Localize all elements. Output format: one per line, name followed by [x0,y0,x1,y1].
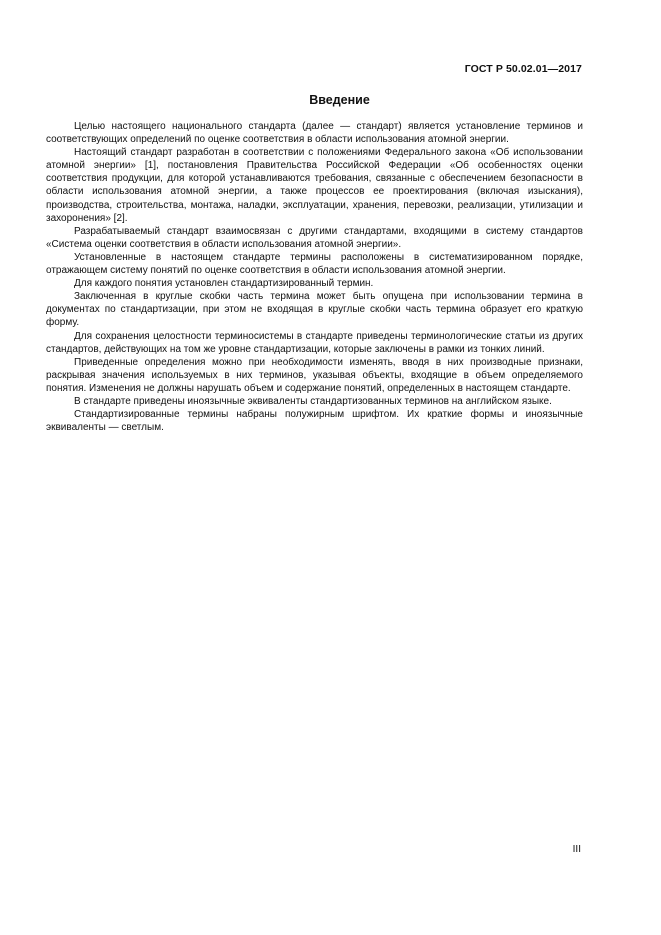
paragraph-term-order: Установленные в настоящем стандарте термины расположены в систематизированном порядке, отражающем систему понятий по оценке соответствия в области использования атомной энергии. [46,251,583,277]
document-code: ГОСТ Р 50.02.01—2017 [464,63,582,75]
paragraph-purpose: Целью настоящего национального стандарта (далее — стандарт) является установление терминов и соответствующих определений по оценке соответствия в области использования атомной энергии. [46,121,583,146]
paragraph-foreign-equivalents: В стандарте приведены иноязычные эквиваленты стандартизованных терминов на английском языке. [74,395,552,407]
paragraph-integrity: Для сохранения целостности терминосистемы в стандарте приведены терминологические статьи из других стандартов, действующих на том же уровне стандартизации, которые заключены в рамки из тонких линий. [46,330,583,355]
paragraph-typography: Стандартизированные термины набраны полужирным шрифтом. Их краткие формы и иноязычные эквиваленты — светлым. [46,409,583,434]
paragraph-brackets: Заключенная в круглые скобки часть термина может быть опущена при использовании термина в документах по стандартизации, при этом не входящая в круглые скобки часть термина образует его краткую форму. [46,291,583,329]
paragraph-related-standards: Разрабатываемый стандарт взаимосвязан с другими стандартами, входящими в систему стандартов «Система оценки соответствия в области использования атомной энергии». [46,225,583,250]
paragraph-legal-basis: Настоящий стандарт разработан в соответствии с положениями Федерального закона «Об использовании атомной энергии» [1], постановления Правительства Российской Федерации «Об особенностях оценки соответствия продукции, для которой устанавливаются требования, связанные с обеспечением безопасности в области использования атомной энергии, а также процессов ее проектирования (включая изыскания), производства, строительства, монтажа, наладки, эксплуатации, хранения, перевозки, реализации, утилизации и захоронения» [2]. [46,147,583,224]
page-number: III [572,844,581,855]
paragraph-definitions: Приведенные определения можно при необходимости изменять, вводя в них производные признаки, раскрывая значения используемых в них терминов, указывая объекты, входящие в объем определяемого понятия. Изменения не должны нарушать объем и содержание понятий, определенных в настоящем стандарте. [46,356,583,394]
paragraph-standard-term: Для каждого понятия установлен стандартизированный термин. [74,278,374,290]
introduction-body [46,120,583,434]
section-title: Введение [309,93,370,107]
